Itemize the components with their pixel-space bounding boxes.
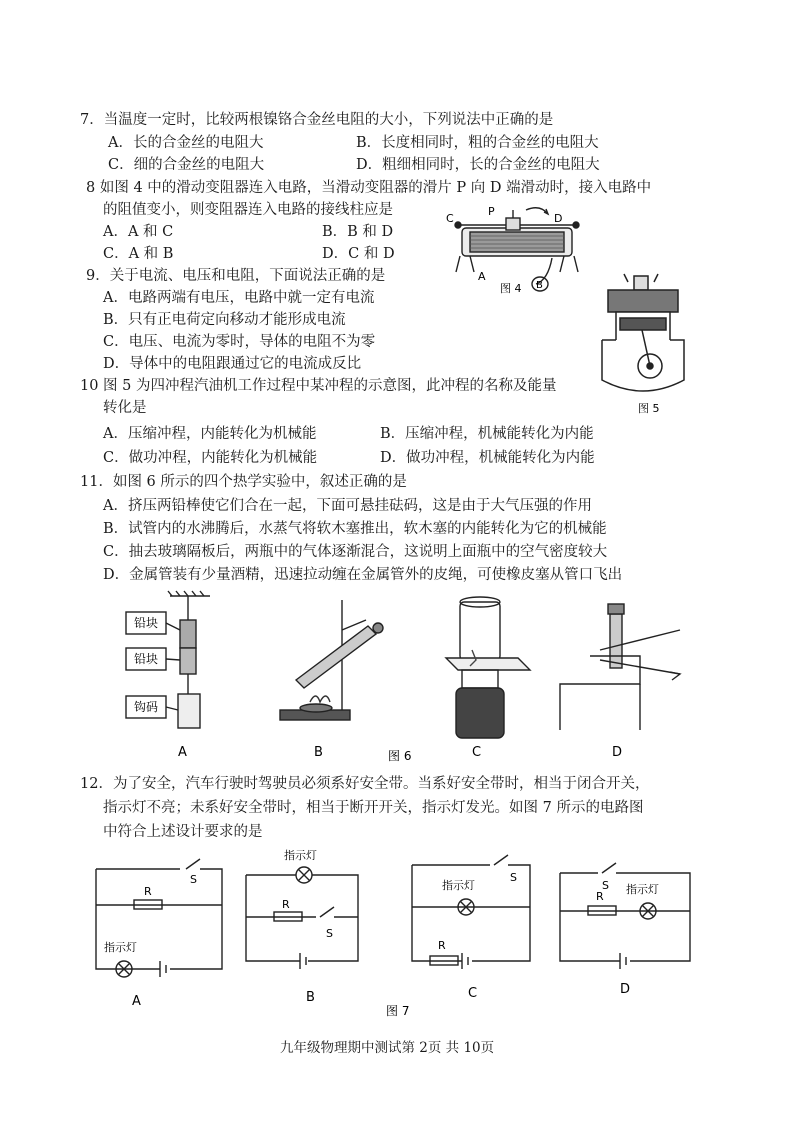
- fig7-b-r: R: [282, 898, 290, 911]
- fig4-caption: 图 4: [500, 282, 522, 295]
- q10-stem-line1: 10 图 5 为四冲程汽油机工作过程中某冲程的示意图，此冲程的名称及能量: [80, 378, 557, 394]
- fig4-label-p: P: [488, 205, 495, 218]
- fig7-c-s: S: [510, 871, 517, 884]
- q8-stem-line2: 的阻值变小，则变阻器连入电路的接线柱应是: [103, 202, 393, 218]
- fig7-label-a: A: [132, 994, 141, 1009]
- fig7-b-s: S: [326, 927, 333, 940]
- fig6-label-d: D: [612, 745, 623, 760]
- q7-option-d: D．粗细相同时，长的合金丝的电阻大: [356, 157, 600, 173]
- fig7-label-c: C: [468, 986, 478, 1001]
- q9-option-d: D．导体中的电阻跟通过它的电流成反比: [103, 356, 362, 372]
- q11-option-c: C．抽去玻璃隔板后，两瓶中的气体逐渐混合，这说明上面瓶中的空气密度较大: [103, 544, 608, 560]
- q8-option-d: D．C 和 D: [322, 246, 395, 262]
- q7-option-a: A．长的合金丝的电阻大: [108, 135, 264, 151]
- fig7-d-r: R: [596, 890, 604, 903]
- q10-option-d: D．做功冲程，机械能转化为内能: [380, 450, 595, 466]
- q8-stem-line1: 8 如图 4 中的滑动变阻器连入电路，当滑动变阻器的滑片 P 向 D 端滑动时，接入电路中: [86, 180, 652, 196]
- q10-option-a: A．压缩冲程，内能转化为机械能: [103, 426, 317, 442]
- fig6-weight-label: 钩码: [134, 700, 159, 714]
- q8-option-c: C．A 和 B: [103, 246, 174, 262]
- fig4-label-b: B: [536, 280, 543, 291]
- fig4-label-d: D: [554, 212, 563, 225]
- fig7-c-r: R: [438, 939, 446, 952]
- fig6-lead-block-1: 铅块: [134, 616, 159, 630]
- q9-stem: 9．关于电流、电压和电阻，下面说法正确的是: [86, 268, 386, 284]
- fig7-d-s: S: [602, 879, 609, 892]
- fig6-label-b: B: [314, 745, 323, 760]
- q7-stem: 7．当温度一定时，比较两根镍铬合金丝电阻的大小，下列说法中正确的是: [80, 112, 554, 128]
- fig6-label-c: C: [472, 745, 482, 760]
- q9-option-a: A．电路两端有电压，电路中就一定有电流: [103, 290, 375, 306]
- fig5-caption: 图 5: [638, 402, 660, 415]
- fig7-label-d: D: [620, 982, 631, 997]
- fig7-b-lamp: 指示灯: [284, 849, 317, 862]
- fig7-c-lamp: 指示灯: [442, 879, 475, 892]
- q11-option-a: A．挤压两铅棒使它们合在一起，下面可悬挂砝码，这是由于大气压强的作用: [103, 498, 592, 514]
- page-footer: 九年级物理期中测试第 2页 共 10页: [280, 1040, 495, 1056]
- fig7-d-lamp: 指示灯: [626, 883, 659, 896]
- q11-option-b: B．试管内的水沸腾后，水蒸气将软木塞推出，软木塞的内能转化为它的机械能: [103, 521, 607, 537]
- fig4-label-a: A: [478, 270, 486, 283]
- q11-stem: 11．如图 6 所示的四个热学实验中，叙述正确的是: [80, 474, 407, 490]
- figure-4-rheostat: [440, 200, 590, 300]
- q10-option-c: C．做功冲程，内能转化为机械能: [103, 450, 318, 466]
- q8-option-a: A．A 和 C: [103, 224, 174, 240]
- q8-option-b: B．B 和 D: [322, 224, 394, 240]
- q12-stem-line2: 指示灯不亮；未系好安全带时，相当于断开开关，指示灯发光。如图 7 所示的电路图: [103, 800, 644, 816]
- fig7-caption: 图 7: [386, 1004, 410, 1018]
- figure-7-circuits: [90, 845, 700, 1020]
- fig7-a-lamp: 指示灯: [104, 941, 137, 954]
- fig7-a-r: R: [144, 885, 152, 898]
- fig6-label-a: A: [178, 745, 187, 760]
- fig7-label-b: B: [306, 990, 315, 1005]
- fig6-lead-block-2: 铅块: [134, 652, 159, 666]
- q11-option-d: D．金属管装有少量酒精，迅速拉动缠在金属管外的皮绳，可使橡皮塞从管口飞出: [103, 567, 623, 583]
- q10-option-b: B．压缩冲程，机械能转化为内能: [380, 426, 594, 442]
- q7-option-c: C．细的合金丝的电阻大: [108, 157, 265, 173]
- fig7-a-s: S: [190, 873, 197, 886]
- q9-option-b: B．只有正电荷定向移动才能形成电流: [103, 312, 346, 328]
- q9-option-c: C．电压、电流为零时，导体的电阻不为零: [103, 334, 376, 350]
- fig6-caption: 图 6: [388, 749, 412, 763]
- q12-stem-line1: 12．为了安全，汽车行驶时驾驶员必须系好安全带。当系好安全带时，相当于闭合开关，: [80, 776, 650, 792]
- q12-stem-line3: 中符合上述设计要求的是: [103, 824, 263, 840]
- q7-option-b: B．长度相同时，粗的合金丝的电阻大: [356, 135, 599, 151]
- fig4-label-c: C: [446, 212, 454, 225]
- q10-stem-line2: 转化是: [103, 400, 147, 416]
- figure-5-engine: [598, 270, 698, 420]
- figure-6-experiments: [120, 590, 680, 765]
